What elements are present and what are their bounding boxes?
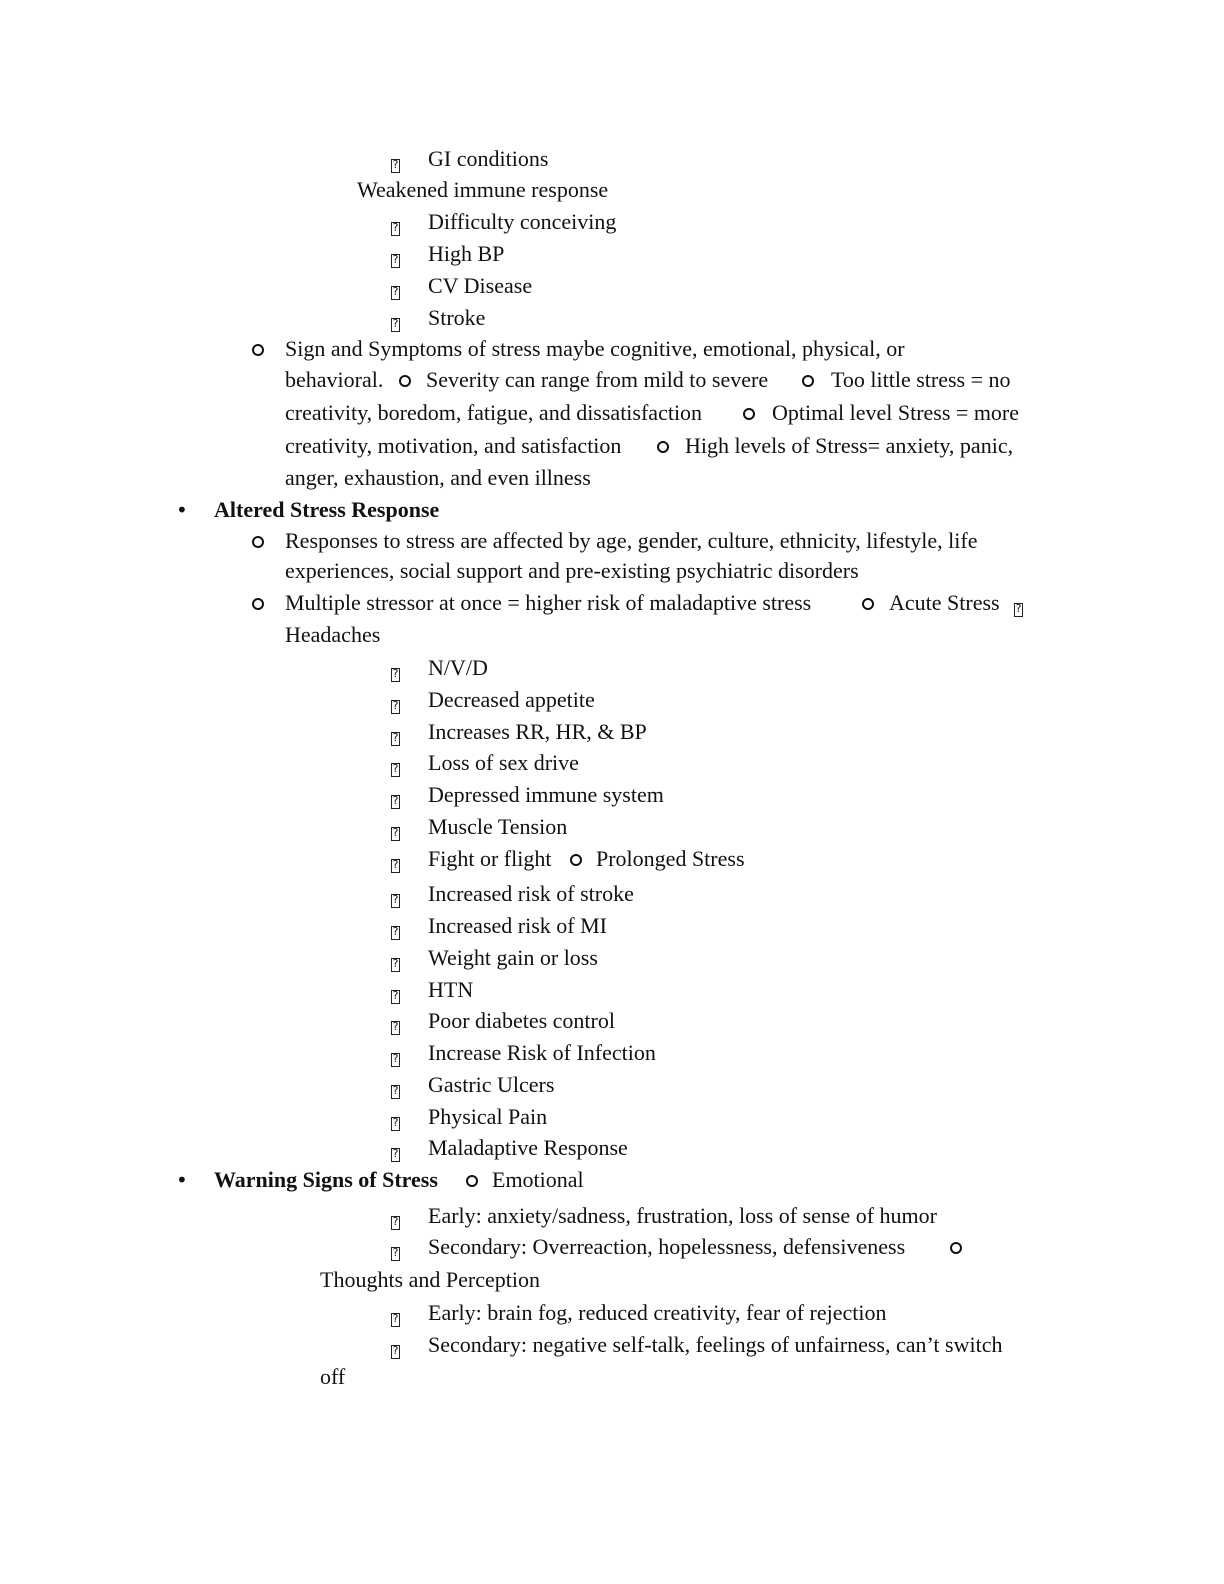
list-item: ? Depressed immune system bbox=[0, 782, 9, 808]
missing-glyph-icon bbox=[391, 1053, 400, 1067]
list-item: ? Secondary: negative self-talk, feelings of unfairness, can’t switch bbox=[0, 1332, 9, 1358]
circle-bullet-icon bbox=[252, 598, 264, 610]
list-item: ? Increases RR, HR, & BP bbox=[0, 719, 9, 745]
missing-glyph-icon bbox=[391, 990, 400, 1004]
list-item: ? N/V/D bbox=[0, 655, 9, 681]
list-item: ? Fight or flight Prolonged Stress bbox=[0, 846, 9, 872]
list-item: ? Secondary: Overreaction, hopelessness, defensiveness bbox=[0, 1234, 9, 1260]
list-item: ? Early: anxiety/sadness, frustration, loss of sense of humor bbox=[0, 1203, 9, 1229]
circle-bullet-icon bbox=[950, 1242, 962, 1254]
missing-glyph-icon bbox=[391, 286, 400, 300]
missing-glyph-icon bbox=[391, 700, 400, 714]
list-item: ? Poor diabetes control bbox=[0, 1008, 9, 1034]
list-item: ? Decreased appetite bbox=[0, 687, 9, 713]
list-item: ? HTN bbox=[0, 977, 9, 1003]
list-item: Multiple stressor at once = higher risk of maladaptive stress Acute Stress ? bbox=[0, 590, 9, 616]
missing-glyph-icon bbox=[391, 222, 400, 236]
list-item: ? Gastric Ulcers bbox=[0, 1072, 9, 1098]
missing-glyph-icon bbox=[391, 1216, 400, 1230]
circle-bullet-icon bbox=[399, 375, 411, 387]
list-item: ? Physical Pain bbox=[0, 1104, 9, 1130]
missing-glyph-icon bbox=[391, 1345, 400, 1359]
missing-glyph-icon bbox=[391, 795, 400, 809]
list-item: ? Increased risk of stroke bbox=[0, 881, 9, 907]
missing-glyph-icon bbox=[1014, 603, 1023, 617]
circle-bullet-icon bbox=[802, 375, 814, 387]
missing-glyph-icon bbox=[391, 1085, 400, 1099]
list-item: ? Maladaptive Response bbox=[0, 1135, 9, 1161]
list-item: ? Loss of sex drive bbox=[0, 750, 9, 776]
missing-glyph-icon bbox=[391, 894, 400, 908]
list-item: ? Stroke bbox=[0, 305, 9, 331]
circle-bullet-icon bbox=[252, 344, 264, 356]
missing-glyph-icon bbox=[391, 1021, 400, 1035]
missing-glyph-icon bbox=[391, 1247, 400, 1261]
circle-bullet-icon bbox=[862, 598, 874, 610]
missing-glyph-icon bbox=[391, 827, 400, 841]
missing-glyph-icon bbox=[391, 318, 400, 332]
circle-bullet-icon bbox=[570, 854, 582, 866]
missing-glyph-icon bbox=[391, 254, 400, 268]
missing-glyph-icon bbox=[391, 668, 400, 682]
circle-bullet-icon bbox=[466, 1175, 478, 1187]
missing-glyph-icon bbox=[391, 926, 400, 940]
missing-glyph-icon bbox=[391, 1148, 400, 1162]
circle-bullet-icon bbox=[252, 536, 264, 548]
list-item: ? Increased risk of MI bbox=[0, 913, 9, 939]
missing-glyph-icon bbox=[391, 732, 400, 746]
circle-bullet-icon bbox=[743, 408, 755, 420]
missing-glyph-icon bbox=[391, 1117, 400, 1131]
disc-bullet-icon: • bbox=[176, 498, 188, 522]
list-item: ? Muscle Tension bbox=[0, 814, 9, 840]
list-item: ? Difficulty conceiving bbox=[0, 209, 9, 235]
list-item: ? Early: brain fog, reduced creativity, fear of rejection bbox=[0, 1300, 9, 1326]
missing-glyph-icon bbox=[391, 159, 400, 173]
list-item: ? High BP bbox=[0, 241, 9, 267]
list-item: ? Weight gain or loss bbox=[0, 945, 9, 971]
disc-bullet-icon: • bbox=[176, 1168, 188, 1192]
list-item: ? Increase Risk of Infection bbox=[0, 1040, 9, 1066]
list-item: ? CV Disease bbox=[0, 273, 9, 299]
missing-glyph-icon bbox=[391, 763, 400, 777]
missing-glyph-icon bbox=[391, 958, 400, 972]
circle-bullet-icon bbox=[657, 441, 669, 453]
list-item: ? GI conditions bbox=[0, 146, 9, 172]
missing-glyph-icon bbox=[391, 859, 400, 873]
missing-glyph-icon bbox=[391, 1313, 400, 1327]
